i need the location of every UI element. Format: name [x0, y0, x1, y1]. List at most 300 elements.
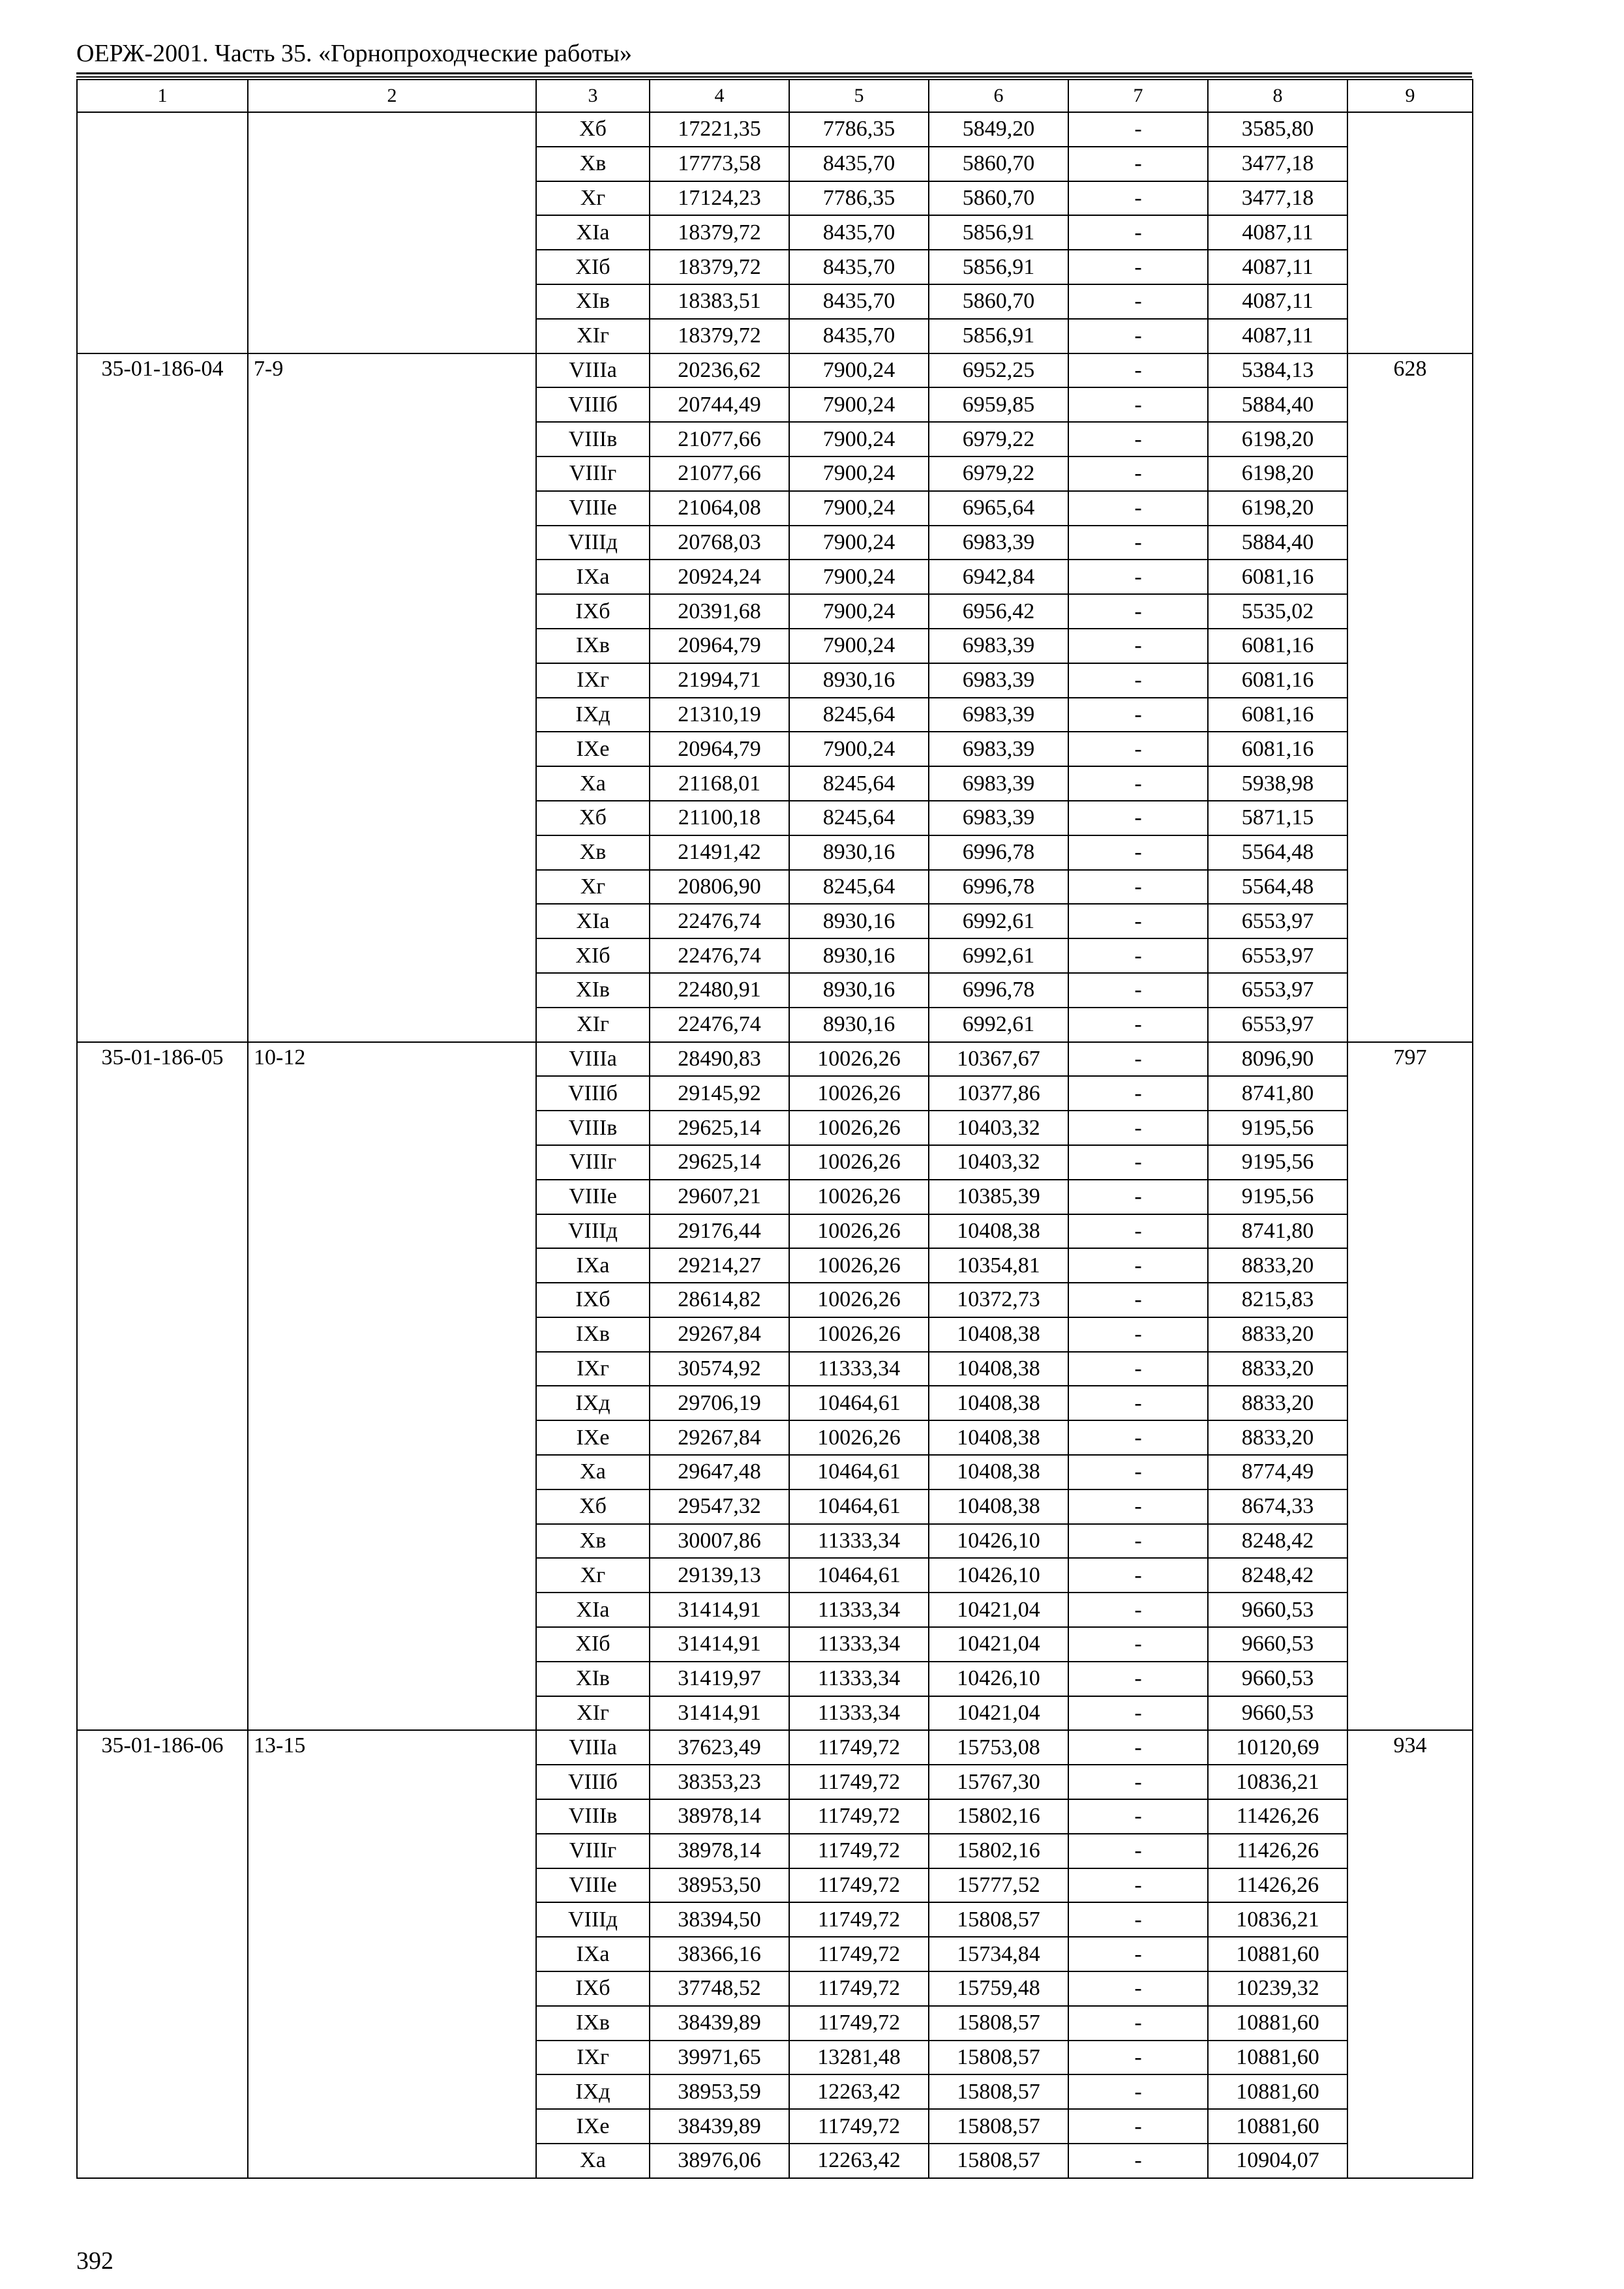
materials-cost-cell: 9660,53 [1208, 1593, 1347, 1627]
materials-cost-cell: 6081,16 [1208, 698, 1347, 732]
category-cell: Xб [536, 801, 650, 835]
labor-cost-cell: 13281,48 [789, 2041, 929, 2075]
category-cell: XIa [536, 215, 650, 250]
category-cell: VIIIe [536, 491, 650, 526]
total-cost-cell: 20964,79 [650, 732, 789, 766]
materials-cost-cell: 8741,80 [1208, 1076, 1347, 1111]
materials-cost-cell: 10239,32 [1208, 1971, 1347, 2006]
total-cost-cell: 29547,32 [650, 1489, 789, 1524]
col7-cell: - [1068, 629, 1208, 663]
category-cell: XIв [536, 973, 650, 1008]
total-cost-cell: 31419,97 [650, 1662, 789, 1696]
labor-cost-cell: 10464,61 [789, 1489, 929, 1524]
materials-cost-cell: 10904,07 [1208, 2144, 1347, 2178]
category-cell: IXe [536, 732, 650, 766]
materials-cost-cell: 4087,11 [1208, 250, 1347, 284]
col7-cell: - [1068, 1799, 1208, 1834]
machine-cost-cell: 10354,81 [929, 1248, 1068, 1283]
range-cell: 13-15 [248, 1730, 536, 2177]
labor-cost-cell: 11749,72 [789, 2109, 929, 2144]
machine-cost-cell: 5860,70 [929, 181, 1068, 216]
category-cell: Xa [536, 766, 650, 801]
machine-cost-cell: 15808,57 [929, 2109, 1068, 2144]
labor-cost-cell: 11333,34 [789, 1593, 929, 1627]
total-cost-cell: 38953,50 [650, 1868, 789, 1903]
col7-cell: - [1068, 698, 1208, 732]
total-cost-cell: 20744,49 [650, 387, 789, 422]
materials-cost-cell: 6081,16 [1208, 560, 1347, 594]
materials-cost-cell: 6553,97 [1208, 973, 1347, 1008]
total-cost-cell: 20391,68 [650, 594, 789, 629]
machine-cost-cell: 15802,16 [929, 1834, 1068, 1868]
column-number-cell: 9 [1347, 80, 1473, 112]
machine-cost-cell: 10426,10 [929, 1662, 1068, 1696]
category-cell: VIIIв [536, 422, 650, 456]
col7-cell: - [1068, 1076, 1208, 1111]
total-cost-cell: 38978,14 [650, 1834, 789, 1868]
machine-cost-cell: 10426,10 [929, 1524, 1068, 1559]
labor-cost-cell: 12263,42 [789, 2074, 929, 2109]
labor-cost-cell: 8930,16 [789, 663, 929, 698]
labor-cost-cell: 10026,26 [789, 1317, 929, 1352]
materials-cost-cell: 3585,80 [1208, 112, 1347, 147]
labor-cost-cell: 11333,34 [789, 1352, 929, 1386]
materials-cost-cell: 6081,16 [1208, 629, 1347, 663]
total-cost-cell: 17221,35 [650, 112, 789, 147]
machine-cost-cell: 10408,38 [929, 1386, 1068, 1420]
header-rule-thin [76, 76, 1472, 78]
total-cost-cell: 18383,51 [650, 284, 789, 319]
materials-cost-cell: 11426,26 [1208, 1868, 1347, 1903]
total-cost-cell: 38976,06 [650, 2144, 789, 2178]
machine-cost-cell: 10408,38 [929, 1352, 1068, 1386]
col7-cell: - [1068, 732, 1208, 766]
category-cell: Xб [536, 112, 650, 147]
category-cell: VIIIд [536, 526, 650, 560]
category-cell: Xa [536, 2144, 650, 2178]
total-cost-cell: 37623,49 [650, 1730, 789, 1765]
machine-cost-cell: 10421,04 [929, 1627, 1068, 1662]
materials-cost-cell: 5564,48 [1208, 870, 1347, 905]
total-cost-cell: 37748,52 [650, 1971, 789, 2006]
category-cell: IXв [536, 1317, 650, 1352]
machine-cost-cell: 5860,70 [929, 147, 1068, 181]
total-cost-cell: 22476,74 [650, 1008, 789, 1042]
machine-cost-cell: 15802,16 [929, 1799, 1068, 1834]
materials-cost-cell: 11426,26 [1208, 1834, 1347, 1868]
materials-cost-cell: 10881,60 [1208, 2006, 1347, 2041]
materials-cost-cell: 6553,97 [1208, 1008, 1347, 1042]
machine-cost-cell: 6983,39 [929, 629, 1068, 663]
col7-cell: - [1068, 2109, 1208, 2144]
labor-cost-cell: 7786,35 [789, 112, 929, 147]
col7-cell: - [1068, 1834, 1208, 1868]
col7-cell: - [1068, 1902, 1208, 1937]
total-cost-cell: 21077,66 [650, 422, 789, 456]
materials-cost-cell: 6081,16 [1208, 732, 1347, 766]
machine-cost-cell: 6979,22 [929, 422, 1068, 456]
total-cost-cell: 20806,90 [650, 870, 789, 905]
col7-cell: - [1068, 2006, 1208, 2041]
total-cost-cell: 17124,23 [650, 181, 789, 216]
col7-cell: - [1068, 181, 1208, 216]
materials-cost-cell: 5938,98 [1208, 766, 1347, 801]
column-number-cell: 8 [1208, 80, 1347, 112]
col7-cell: - [1068, 766, 1208, 801]
labor-cost-cell: 7900,24 [789, 594, 929, 629]
col7-cell: - [1068, 147, 1208, 181]
labor-cost-cell: 7900,24 [789, 526, 929, 560]
col7-cell: - [1068, 2041, 1208, 2075]
labor-cost-cell: 11749,72 [789, 1937, 929, 1971]
col7-cell: - [1068, 1937, 1208, 1971]
total-cost-cell: 18379,72 [650, 215, 789, 250]
materials-cost-cell: 8774,49 [1208, 1455, 1347, 1489]
category-cell: IXa [536, 560, 650, 594]
total-cost-cell: 20236,62 [650, 353, 789, 388]
category-cell: VIIIб [536, 387, 650, 422]
labor-cost-cell: 7900,24 [789, 387, 929, 422]
col7-cell: - [1068, 1455, 1208, 1489]
machine-cost-cell: 15808,57 [929, 2006, 1068, 2041]
labor-cost-cell: 11749,72 [789, 1730, 929, 1765]
materials-cost-cell: 4087,11 [1208, 215, 1347, 250]
category-cell: XIб [536, 938, 650, 973]
total-cost-cell: 29625,14 [650, 1145, 789, 1180]
category-cell: XIг [536, 1696, 650, 1731]
labor-cost-cell: 10026,26 [789, 1214, 929, 1249]
labor-cost-cell: 11749,72 [789, 1834, 929, 1868]
machine-cost-cell: 6983,39 [929, 663, 1068, 698]
col7-cell: - [1068, 1214, 1208, 1249]
machine-cost-cell: 6996,78 [929, 835, 1068, 870]
labor-cost-cell: 11749,72 [789, 1902, 929, 1937]
machine-cost-cell: 6983,39 [929, 801, 1068, 835]
category-cell: Xг [536, 870, 650, 905]
category-cell: IXв [536, 629, 650, 663]
machine-cost-cell: 6992,61 [929, 938, 1068, 973]
category-cell: VIIIд [536, 1214, 650, 1249]
col7-cell: - [1068, 938, 1208, 973]
machine-cost-cell: 10408,38 [929, 1455, 1068, 1489]
total-cost-cell: 31414,91 [650, 1627, 789, 1662]
materials-cost-cell: 10836,21 [1208, 1902, 1347, 1937]
materials-cost-cell: 10881,60 [1208, 1937, 1347, 1971]
machine-cost-cell: 15734,84 [929, 1937, 1068, 1971]
category-cell: IXe [536, 2109, 650, 2144]
column-number-cell: 2 [248, 80, 536, 112]
materials-cost-cell: 9195,56 [1208, 1145, 1347, 1180]
column-number-row [77, 80, 1473, 112]
total-cost-cell: 18379,72 [650, 319, 789, 353]
col7-cell: - [1068, 1730, 1208, 1765]
category-cell: VIIIa [536, 1042, 650, 1077]
total-cost-cell: 21077,66 [650, 456, 789, 491]
materials-cost-cell: 8833,20 [1208, 1420, 1347, 1455]
labor-cost-cell: 10026,26 [789, 1076, 929, 1111]
col7-cell: - [1068, 422, 1208, 456]
rates-table [76, 79, 1473, 2179]
col7-cell: - [1068, 904, 1208, 938]
total-cost-cell: 38394,50 [650, 1902, 789, 1937]
labor-cost-cell: 8435,70 [789, 284, 929, 319]
labor-cost-cell: 11749,72 [789, 2006, 929, 2041]
labor-cost-cell: 10026,26 [789, 1180, 929, 1214]
materials-cost-cell: 6553,97 [1208, 938, 1347, 973]
category-cell: IXб [536, 594, 650, 629]
category-cell: IXд [536, 2074, 650, 2109]
col7-cell: - [1068, 353, 1208, 388]
labor-cost-cell: 8435,70 [789, 250, 929, 284]
col7-cell: - [1068, 526, 1208, 560]
col7-cell: - [1068, 491, 1208, 526]
total-cost-cell: 38353,23 [650, 1765, 789, 1799]
machine-cost-cell: 10408,38 [929, 1214, 1068, 1249]
category-cell: VIIIг [536, 1145, 650, 1180]
category-cell: VIIIв [536, 1799, 650, 1834]
machine-cost-cell: 15808,57 [929, 1902, 1068, 1937]
category-cell: IXг [536, 1352, 650, 1386]
total-cost-cell: 29647,48 [650, 1455, 789, 1489]
materials-cost-cell: 9195,56 [1208, 1111, 1347, 1145]
total-cost-cell: 29267,84 [650, 1420, 789, 1455]
column-number-cell: 4 [650, 80, 789, 112]
materials-cost-cell: 4087,11 [1208, 284, 1347, 319]
labor-cost-cell: 7786,35 [789, 181, 929, 216]
labor-cost-cell: 8930,16 [789, 1008, 929, 1042]
materials-cost-cell: 6198,20 [1208, 491, 1347, 526]
labor-cost-cell: 11749,72 [789, 1971, 929, 2006]
total-cost-cell: 29145,92 [650, 1076, 789, 1111]
machine-cost-cell: 10403,32 [929, 1145, 1068, 1180]
category-cell: XIг [536, 319, 650, 353]
materials-cost-cell: 6553,97 [1208, 904, 1347, 938]
total-cost-cell: 21491,42 [650, 835, 789, 870]
header-rule [76, 72, 1472, 74]
category-cell: Xв [536, 835, 650, 870]
materials-cost-cell: 6081,16 [1208, 663, 1347, 698]
col7-cell: - [1068, 1180, 1208, 1214]
category-cell: VIIIe [536, 1180, 650, 1214]
total-cost-cell: 30574,92 [650, 1352, 789, 1386]
col7-cell: - [1068, 1524, 1208, 1559]
machine-cost-cell: 5856,91 [929, 250, 1068, 284]
category-cell: Xa [536, 1455, 650, 1489]
total-cost-cell: 38978,14 [650, 1799, 789, 1834]
machine-cost-cell: 10421,04 [929, 1696, 1068, 1731]
table-row [77, 1730, 1473, 1765]
category-cell: IXв [536, 2006, 650, 2041]
col7-cell: - [1068, 1696, 1208, 1731]
category-cell: IXe [536, 1420, 650, 1455]
rate-code-cell: 35-01-186-06 [77, 1730, 248, 2177]
materials-cost-cell: 8215,83 [1208, 1283, 1347, 1317]
total-cost-cell: 28614,82 [650, 1283, 789, 1317]
labor-cost-cell: 11749,72 [789, 1868, 929, 1903]
labor-cost-cell: 12263,42 [789, 2144, 929, 2178]
col7-cell: - [1068, 594, 1208, 629]
materials-cost-cell: 3477,18 [1208, 147, 1347, 181]
machine-cost-cell: 10377,86 [929, 1076, 1068, 1111]
labor-cost-cell: 11749,72 [789, 1799, 929, 1834]
col7-cell: - [1068, 250, 1208, 284]
total-cost-cell: 20924,24 [650, 560, 789, 594]
labor-cost-cell: 8245,64 [789, 801, 929, 835]
total-cost-cell: 20768,03 [650, 526, 789, 560]
materials-cost-cell: 8096,90 [1208, 1042, 1347, 1077]
column-number-cell: 3 [536, 80, 650, 112]
machine-cost-cell: 6996,78 [929, 973, 1068, 1008]
labor-cost-cell: 10026,26 [789, 1420, 929, 1455]
category-cell: IXд [536, 698, 650, 732]
col7-cell: - [1068, 1248, 1208, 1283]
col7-cell: - [1068, 835, 1208, 870]
labor-cost-cell: 11333,34 [789, 1627, 929, 1662]
machine-cost-cell: 10385,39 [929, 1180, 1068, 1214]
total-cost-cell: 31414,91 [650, 1593, 789, 1627]
category-cell: IXб [536, 1283, 650, 1317]
col7-cell: - [1068, 1868, 1208, 1903]
machine-cost-cell: 15808,57 [929, 2074, 1068, 2109]
materials-cost-cell: 5884,40 [1208, 526, 1347, 560]
materials-cost-cell: 10881,60 [1208, 2041, 1347, 2075]
total-cost-cell: 38366,16 [650, 1937, 789, 1971]
category-cell: IXa [536, 1248, 650, 1283]
col7-cell: - [1068, 973, 1208, 1008]
category-cell: XIб [536, 1627, 650, 1662]
col9-cell [1347, 112, 1473, 353]
machine-cost-cell: 6942,84 [929, 560, 1068, 594]
total-cost-cell: 18379,72 [650, 250, 789, 284]
table-row [77, 112, 1473, 147]
col7-cell: - [1068, 1283, 1208, 1317]
col7-cell: - [1068, 456, 1208, 491]
materials-cost-cell: 8833,20 [1208, 1248, 1347, 1283]
total-cost-cell: 29706,19 [650, 1386, 789, 1420]
materials-cost-cell: 8833,20 [1208, 1386, 1347, 1420]
column-number-cell: 6 [929, 80, 1068, 112]
materials-cost-cell: 5871,15 [1208, 801, 1347, 835]
col7-cell: - [1068, 801, 1208, 835]
machine-cost-cell: 10408,38 [929, 1317, 1068, 1352]
category-cell: Xг [536, 181, 650, 216]
materials-cost-cell: 8674,33 [1208, 1489, 1347, 1524]
col7-cell: - [1068, 870, 1208, 905]
machine-cost-cell: 10408,38 [929, 1420, 1068, 1455]
labor-cost-cell: 10026,26 [789, 1283, 929, 1317]
labor-cost-cell: 11333,34 [789, 1662, 929, 1696]
category-cell: VIIIг [536, 1834, 650, 1868]
total-cost-cell: 22476,74 [650, 904, 789, 938]
labor-cost-cell: 11749,72 [789, 1765, 929, 1799]
labor-cost-cell: 8930,16 [789, 938, 929, 973]
materials-cost-cell: 8248,42 [1208, 1524, 1347, 1559]
machine-cost-cell: 6959,85 [929, 387, 1068, 422]
col7-cell: - [1068, 1111, 1208, 1145]
rate-code-cell: 35-01-186-05 [77, 1042, 248, 1731]
labor-cost-cell: 8245,64 [789, 766, 929, 801]
materials-cost-cell: 10881,60 [1208, 2074, 1347, 2109]
total-cost-cell: 21064,08 [650, 491, 789, 526]
machine-cost-cell: 6983,39 [929, 732, 1068, 766]
column-number-cell: 1 [77, 80, 248, 112]
labor-cost-cell: 8245,64 [789, 870, 929, 905]
labor-cost-cell: 8930,16 [789, 835, 929, 870]
table-row [77, 1042, 1473, 1077]
col7-cell: - [1068, 284, 1208, 319]
machine-cost-cell: 15808,57 [929, 2041, 1068, 2075]
total-cost-cell: 29214,27 [650, 1248, 789, 1283]
labor-cost-cell: 8435,70 [789, 147, 929, 181]
machine-cost-cell: 6996,78 [929, 870, 1068, 905]
column-number-cell: 5 [789, 80, 929, 112]
col7-cell: - [1068, 1420, 1208, 1455]
machine-cost-cell: 10408,38 [929, 1489, 1068, 1524]
labor-cost-cell: 8930,16 [789, 973, 929, 1008]
materials-cost-cell: 9660,53 [1208, 1627, 1347, 1662]
category-cell: IXг [536, 2041, 650, 2075]
category-cell: VIIIe [536, 1868, 650, 1903]
total-cost-cell: 17773,58 [650, 147, 789, 181]
col7-cell: - [1068, 1971, 1208, 2006]
category-cell: XIв [536, 1662, 650, 1696]
category-cell: Xб [536, 1489, 650, 1524]
labor-cost-cell: 11333,34 [789, 1524, 929, 1559]
machine-cost-cell: 15767,30 [929, 1765, 1068, 1799]
total-cost-cell: 29139,13 [650, 1558, 789, 1593]
machine-cost-cell: 5856,91 [929, 319, 1068, 353]
total-cost-cell: 21310,19 [650, 698, 789, 732]
col9-cell: 797 [1347, 1042, 1473, 1731]
total-cost-cell: 28490,83 [650, 1042, 789, 1077]
col9-cell: 934 [1347, 1730, 1473, 2177]
category-cell: XIв [536, 284, 650, 319]
materials-cost-cell: 8833,20 [1208, 1352, 1347, 1386]
labor-cost-cell: 10026,26 [789, 1248, 929, 1283]
machine-cost-cell: 10372,73 [929, 1283, 1068, 1317]
machine-cost-cell: 10367,67 [929, 1042, 1068, 1077]
col7-cell: - [1068, 1593, 1208, 1627]
col7-cell: - [1068, 1317, 1208, 1352]
col7-cell: - [1068, 1145, 1208, 1180]
materials-cost-cell: 6198,20 [1208, 456, 1347, 491]
total-cost-cell: 38439,89 [650, 2006, 789, 2041]
col7-cell: - [1068, 2144, 1208, 2178]
machine-cost-cell: 5856,91 [929, 215, 1068, 250]
labor-cost-cell: 8435,70 [789, 319, 929, 353]
materials-cost-cell: 10881,60 [1208, 2109, 1347, 2144]
machine-cost-cell: 5860,70 [929, 284, 1068, 319]
total-cost-cell: 21100,18 [650, 801, 789, 835]
col7-cell: - [1068, 560, 1208, 594]
total-cost-cell: 29607,21 [650, 1180, 789, 1214]
machine-cost-cell: 15808,57 [929, 2144, 1068, 2178]
rate-code-cell: 35-01-186-04 [77, 353, 248, 1042]
labor-cost-cell: 7900,24 [789, 732, 929, 766]
machine-cost-cell: 6992,61 [929, 1008, 1068, 1042]
labor-cost-cell: 10464,61 [789, 1558, 929, 1593]
category-cell: VIIIг [536, 456, 650, 491]
total-cost-cell: 38439,89 [650, 2109, 789, 2144]
total-cost-cell: 22480,91 [650, 973, 789, 1008]
col7-cell: - [1068, 1042, 1208, 1077]
range-cell: 7-9 [248, 353, 536, 1042]
materials-cost-cell: 4087,11 [1208, 319, 1347, 353]
col7-cell: - [1068, 1662, 1208, 1696]
category-cell: VIIIa [536, 1730, 650, 1765]
machine-cost-cell: 10403,32 [929, 1111, 1068, 1145]
category-cell: VIIIa [536, 353, 650, 388]
